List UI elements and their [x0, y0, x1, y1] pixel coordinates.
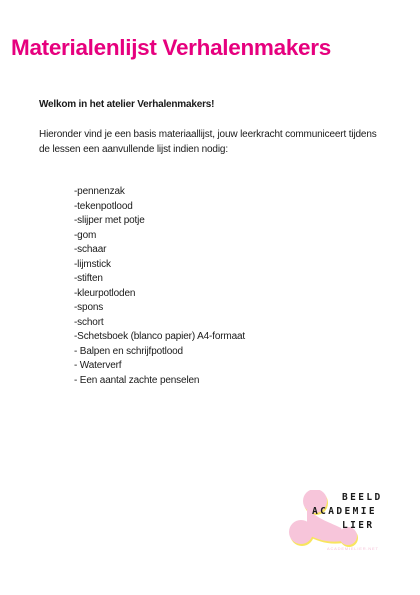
- list-item: -schort: [74, 316, 104, 328]
- list-item: -spons: [74, 302, 104, 313]
- intro-text: Hieronder vind je een basis materiaallijst, jouw leerkracht communiceert tijdens de lessen een aanvullende lijst indien nodig:: [39, 129, 377, 155]
- logo-website: ACADEMIELIER.NET: [327, 546, 379, 551]
- list-item: -Schetsboek (blanco papier) A4-formaat: [74, 331, 246, 342]
- list-item: -stiften: [74, 273, 103, 284]
- list-item: -gom: [74, 229, 97, 241]
- list-item: -lijmstick: [74, 258, 111, 270]
- list-item: -tekenpotlood: [74, 200, 133, 212]
- list-item: -slijper met potje: [74, 215, 145, 226]
- materials-list: [74, 185, 245, 388]
- logo-text-lier: LIER: [342, 520, 375, 531]
- list-item: -schaar: [74, 244, 107, 255]
- page-title: Materialenlijst Verhalenmakers: [11, 35, 331, 60]
- list-item: - Balpen en schrijfpotlood: [74, 345, 183, 357]
- academy-logo: [288, 490, 384, 556]
- logo-text-academie: ACADEMIE: [312, 506, 377, 517]
- list-item: - Een aantal zachte penselen: [74, 374, 200, 386]
- list-item: -kleurpotloden: [74, 287, 136, 299]
- list-item: - Waterverf: [74, 360, 122, 371]
- welcome-text: Welkom in het atelier Verhalenmakers!: [39, 99, 215, 110]
- logo-text-beeld: BEELD: [342, 492, 383, 503]
- list-item: -pennenzak: [74, 186, 125, 197]
